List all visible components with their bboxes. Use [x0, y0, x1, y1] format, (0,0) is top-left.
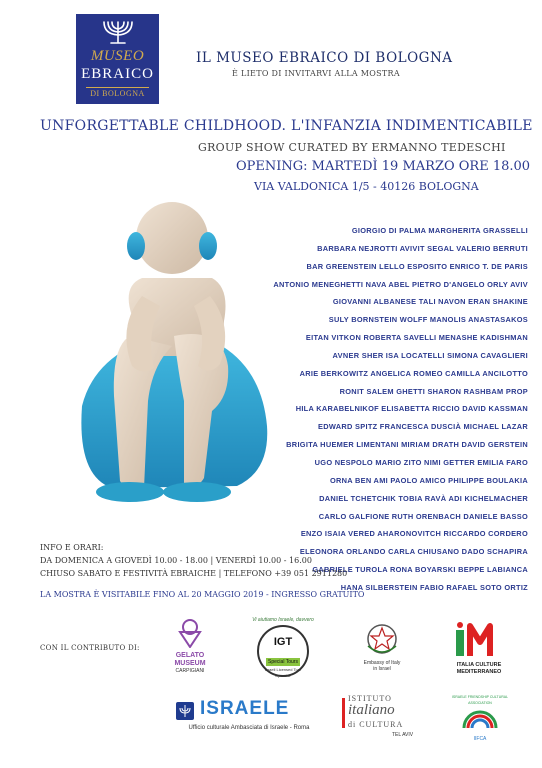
exhibition-title: UNFORGETTABLE CHILDHOOD. L'INFANZIA INDIMENTICABILE	[40, 118, 533, 134]
italia-culture-line2: MEDITERRANEO	[456, 669, 502, 675]
italia-culture-icon	[448, 622, 510, 658]
contributors-label: CON IL CONTRIBUTO DI:	[40, 644, 140, 652]
gelato-line1: GELATO	[175, 652, 205, 659]
igt-bottom: Israeli Licensed Tour Operator	[264, 667, 302, 678]
invite-subtitle: È LIETO DI INVITARVI ALLA MOSTRA	[232, 69, 400, 78]
info-section	[40, 542, 500, 601]
gelato-cone-icon	[168, 618, 212, 648]
sponsor-iifca	[450, 694, 510, 740]
igt-sub: Special Tours	[268, 659, 298, 665]
embassy-line2: in Israel	[373, 666, 391, 672]
israel-emblem-icon	[174, 700, 196, 722]
iifca-name: IIFCA	[473, 736, 487, 742]
artist-row: GIOVANNI ALBANESE TALI NAVON ERAN SHAKINE	[332, 297, 528, 307]
iifca-emblem-icon	[450, 706, 510, 732]
info-closed: CHIUSO SABATO E FESTIVITÀ EBRAICHE | TELEFONO +39 051 2911280	[40, 569, 348, 578]
italian-emblem-icon	[360, 622, 404, 656]
istituto-line4: TEL AVIV	[392, 732, 414, 738]
artist-row: BARBARA NEJROTTI AVIVIT SEGAL VALERIO BERRUTI	[317, 243, 528, 253]
menorah-icon	[98, 18, 138, 46]
artist-row: EDWARD SPITZ FRANCESCA DUSCIÀ MICHAEL LAZAR	[318, 422, 528, 432]
sponsor-embassy-italy	[360, 622, 404, 682]
artist-row: BRIGITA HUEMER LIMENTANI MIRIAM DRATH DAVID GERSTEIN	[286, 440, 528, 450]
gelato-line3: CARPIGIANI	[175, 668, 205, 674]
artist-row: HANA SILBERSTEIN FABIO RAFAEL SOTO ORTIZ	[340, 582, 528, 592]
opening-date: OPENING: MARTEDÌ 19 MARZO ORE 18.00	[236, 159, 531, 174]
israele-brand: ISRAELE	[200, 698, 290, 719]
artists-list	[208, 222, 528, 597]
artist-row: HILA KARABELNIKOF ELISABETTA RICCIO DAVID KASSMAN	[295, 404, 528, 414]
istituto-line1: ISTITUTO	[348, 694, 392, 703]
curator-line: GROUP SHOW CURATED BY ERMANNO TEDESCHI	[198, 141, 506, 154]
istituto-line3: di CULTURA	[348, 720, 404, 729]
artist-row: BAR GREENSTEIN LELLO ESPOSITO ENRICO T. DE PARIS	[306, 261, 528, 271]
igt-tagline: Vi aiutiamo Israele, davvero	[252, 617, 314, 623]
logo-line-2: EBRAICO	[81, 66, 154, 82]
artist-row: GIORGIO DI PALMA MARGHERITA GRASSELLI	[351, 226, 528, 235]
artist-row: EITAN VITKON ROBERTA SAVELLI MENASHE KADISHMAN	[305, 333, 528, 343]
artist-row: DANIEL TCHETCHIK TOBIA RAVÀ ADI KICHELMACHER	[319, 493, 528, 503]
sponsor-igt	[246, 617, 320, 685]
artist-row: CARLO GALFIONE RUTH ORENBACH DANIELE BASSO	[318, 511, 528, 521]
igt-brand: IGT	[273, 636, 293, 648]
info-hours: DA DOMENICA A GIOVEDÌ 10.00 - 18.00 | VENERDÌ 10.00 - 16.00	[40, 556, 312, 565]
info-heading: INFO E ORARI:	[40, 543, 104, 552]
gelato-line2: MUSEUM	[174, 660, 206, 667]
sponsor-israele	[174, 698, 324, 738]
sponsor-italia-culture	[448, 622, 510, 682]
artist-row: ARIE BERKOWITZ ANGELICA ROMEO CAMILLA ANCILOTTO	[299, 368, 528, 378]
artist-row: ANTONIO MENEGHETTI NAVA ABEL PIETRO D'ANGELO ORLY AVIV	[273, 279, 528, 289]
embassy-line1: Embassy of Italy	[363, 660, 401, 666]
artist-row: UGO NESPOLO MARIO ZITO NIMI GETTER EMILIA FARO	[314, 457, 528, 467]
logo-line-1: MUSEO	[90, 48, 145, 64]
exhibition-address: VIA VALDONICA 1/5 - 40126 BOLOGNA	[254, 180, 479, 193]
sponsor-gelato-museum	[168, 618, 212, 684]
logo-line-3: DI BOLOGNA	[86, 87, 149, 98]
artist-row: RONIT SALEM GHETTI SHARON RASHBAM PROP	[339, 386, 528, 396]
museum-logo	[76, 14, 159, 104]
artist-row: ENZO ISAIA VERED AHARONOVITCH RICCARDO CORDERO	[300, 529, 528, 539]
istituto-line2: italiano	[348, 702, 395, 718]
artist-row: AVNER SHER ISA LOCATELLI SIMONA CAVAGLIERI	[332, 350, 528, 360]
artist-row: SULY BORNSTEIN WOLFF MANOLIS ANASTASAKOS	[328, 315, 528, 325]
artist-row: ELEONORA ORLANDO CARLA CHIUSANO DADO SCHAPIRA	[299, 547, 528, 557]
artist-row: GABRIELE TUROLA RONA BOYARSKI BEPPE LABIANCA	[312, 565, 528, 575]
museum-name: IL MUSEO EBRAICO DI BOLOGNA	[196, 50, 453, 66]
info-dates: LA MOSTRA È VISITABILE FINO AL 20 MAGGIO 2019 - INGRESSO GRATUITO	[40, 590, 365, 599]
iifca-tagline: ISRAELE FRIENDSHIP CULTURAL ASSOCIATION	[451, 695, 509, 705]
artist-row: ORNA BEN AMI PAOLO AMICO PHILIPPE BOULAKIA	[329, 475, 528, 485]
sponsor-istituto-italiano	[342, 694, 422, 740]
italia-culture-line1: ITALIA CULTURE	[456, 662, 502, 668]
israele-caption: Ufficio culturale Ambasciata di Israele - Roma	[188, 725, 310, 731]
